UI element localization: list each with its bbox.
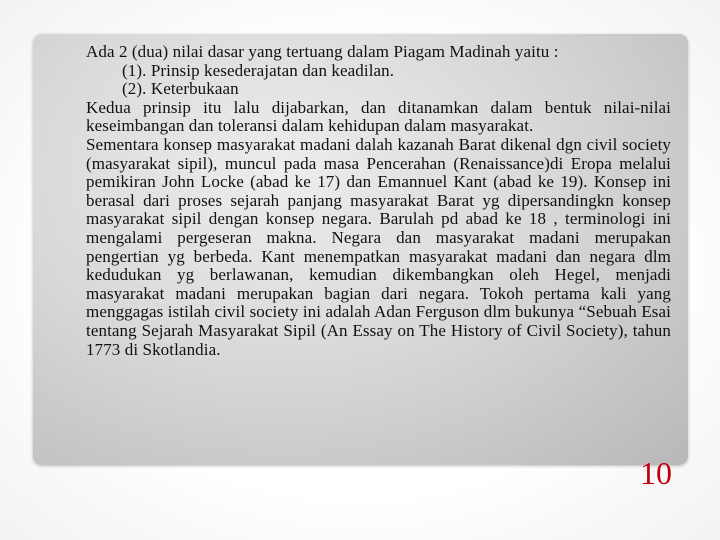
paragraph-principles: Kedua prinsip itu lalu dijabarkan, dan ditanamkan dalam bentuk nilai-nilai keseimbangan dan toleransi dalam kehidupan dalam masyarakat. xyxy=(86,97,671,136)
slide-text-body xyxy=(86,43,671,359)
paragraph-intro: Ada 2 (dua) nilai dasar yang tertuang dalam Piagam Madinah yaitu : xyxy=(86,42,559,61)
paragraph-point-2: (2). Keterbukaan xyxy=(122,79,239,99)
page-number: 10 xyxy=(640,455,672,491)
paragraph-point-1: (1). Prinsip kesederajatan dan keadilan. xyxy=(122,60,395,80)
paragraph-civil-society: Sementara konsep masyarakat madani dalah kazanah Barat dikenal dgn civil society (masyarakat sipil), muncul pada masa Pencerahan (Renaissance)di Eropa melalui pemikiran John Locke (abad ke 17) dan Emannuel Kant (abad ke 19). Konsep ini berasal dari proses sejarah panjang masyarakat Barat yg dipersandingkn konsep masyarakat sipil dengan konsep negara. Barulah pd abad ke 18 , terminologi ini mengalami pergeseran makna. Negara dan masyarakat madani merupakan pengertian yg berbeda. Kant menempatkan masyarakat madani dan negara dlm kedudukan yg berlawanan, kemudian dikembangkan oleh Hegel, menjadi masyarakat madani merupakan bagian dari negara. Tokoh pertama kali yang menggagas istilah civil society ini adalah Adan Ferguson dlm bukunya “Sebuah Esai tentang Sejarah Masyarakat Sipil (An Essay on The History of Civil Society), tahun 1773 di Skotlandia. xyxy=(86,134,671,359)
